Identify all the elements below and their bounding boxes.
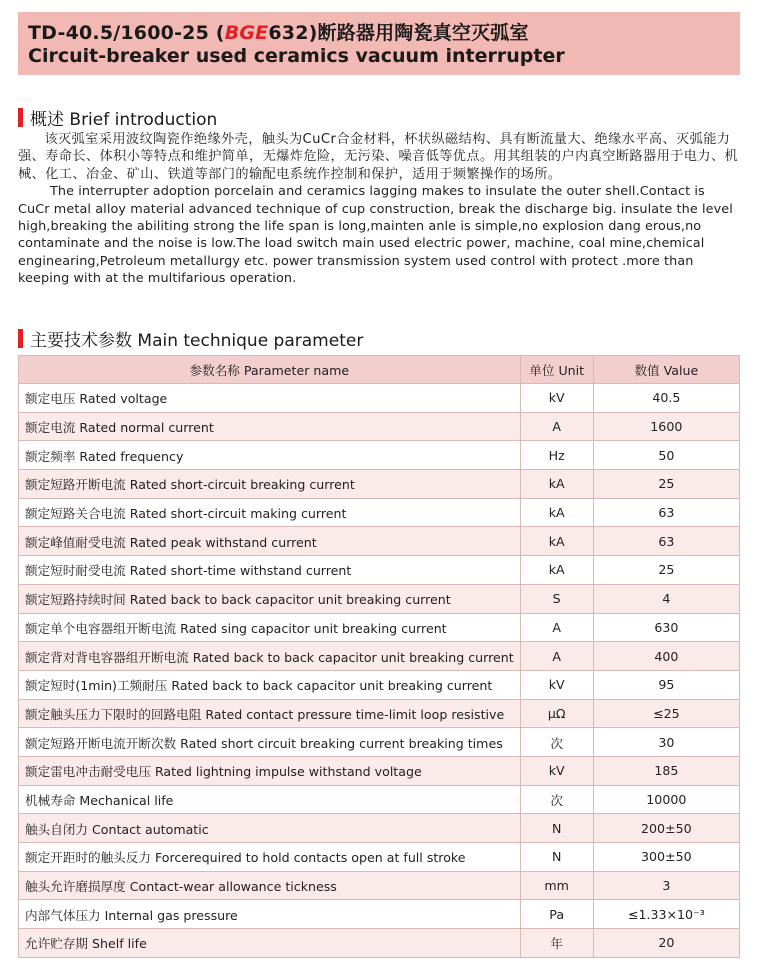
cell-name: 额定峰值耐受电流 Rated peak withstand current (19, 527, 521, 556)
cell-name: 额定单个电容器组开断电流 Rated sing capacitor unit breaking current (19, 613, 521, 642)
cell-unit: kA (520, 498, 593, 527)
table-row (19, 613, 740, 642)
table-row (19, 699, 740, 728)
cell-value: 10000 (593, 785, 739, 814)
cell-value: 63 (593, 527, 739, 556)
cell-value: 63 (593, 498, 739, 527)
cell-name: 允许贮存期 Shelf life (19, 929, 521, 958)
title-suffix: 632)断路器用陶瓷真空灭弧室 (268, 22, 529, 44)
table-header-row (19, 356, 740, 384)
table-row (19, 900, 740, 929)
cell-value: 4 (593, 584, 739, 613)
cell-unit: kA (520, 527, 593, 556)
cell-value: ≤1.33×10⁻³ (593, 900, 739, 929)
cell-name: 额定短路持续时间 Rated back to back capacitor unit breaking current (19, 584, 521, 613)
cell-name: 触头允许磨损厚度 Contact-wear allowance tickness (19, 871, 521, 900)
section-marker (18, 108, 23, 127)
cell-value: 3 (593, 871, 739, 900)
cell-name: 额定电流 Rated normal current (19, 412, 521, 441)
table-row (19, 670, 740, 699)
cell-unit: 年 (520, 929, 593, 958)
cell-name: 额定雷电冲击耐受电压 Rated lightning impulse withstand voltage (19, 756, 521, 785)
intro-cn-paragraph: 该灭弧室采用波纹陶瓷作绝缘外壳，触头为CuCr合金材料，杯状纵磁结构、具有断流量大、绝缘水平高、灭弧能力强、寿命长、体积小等特点和维护简单，无爆炸危险，无污染、噪音低等优点。用其组装的户内真空断路器用于电力、机械、化工、冶金、矿山、铁道等部门的输配电系统作控制和保护，适用于频繁操作的场所。 (18, 132, 739, 182)
cell-unit: μΩ (520, 699, 593, 728)
cell-name: 额定背对背电容器组开断电流 Rated back to back capacitor unit breaking current (19, 642, 521, 671)
intro-heading-text: 概述 Brief introduction (30, 110, 218, 130)
table-body (19, 384, 740, 958)
cell-name: 内部气体压力 Internal gas pressure (19, 900, 521, 929)
table-row (19, 871, 740, 900)
cell-value: 300±50 (593, 843, 739, 872)
cell-value: 25 (593, 556, 739, 585)
cell-name: 额定触头压力下限时的回路电阻 Rated contact pressure time-limit loop resistive (19, 699, 521, 728)
cell-unit: S (520, 584, 593, 613)
cell-name: 触头自闭力 Contact automatic (19, 814, 521, 843)
cell-value: 20 (593, 929, 739, 958)
cell-unit: A (520, 642, 593, 671)
table-row (19, 843, 740, 872)
cell-unit: kA (520, 556, 593, 585)
col-header-name: 参数名称 Parameter name (19, 356, 521, 384)
cell-unit: Pa (520, 900, 593, 929)
cell-value: 50 (593, 441, 739, 470)
title-banner (18, 12, 740, 75)
cell-value: 200±50 (593, 814, 739, 843)
cell-unit: 次 (520, 728, 593, 757)
table-row (19, 929, 740, 958)
table-row (19, 412, 740, 441)
cell-unit: mm (520, 871, 593, 900)
cell-name: 额定短路关合电流 Rated short-circuit making current (19, 498, 521, 527)
table-row (19, 498, 740, 527)
cell-unit: kA (520, 470, 593, 499)
table-row (19, 470, 740, 499)
cell-value: 400 (593, 642, 739, 671)
cell-unit: 次 (520, 785, 593, 814)
cell-name: 额定开距时的触头反力 Forcerequired to hold contacts open at full stroke (19, 843, 521, 872)
params-heading (18, 326, 363, 351)
parameter-table (18, 355, 740, 958)
cell-unit: kV (520, 756, 593, 785)
cell-name: 额定短路开断电流开断次数 Rated short circuit breaking current breaking times (19, 728, 521, 757)
cell-value: 30 (593, 728, 739, 757)
intro-en-paragraph: The interrupter adoption porcelain and ceramics lagging makes to insulate the outer shell.Contact is CuCr metal alloy material advanced technique of cup construction, break the discharge big. insulate the level high,breaking the abiliting strong the life span is long,mainten anle is simple,no explosion dang erous,no contaminate and the noise is low.The load switch main used electric power, machine, coal mine,chemical enginearing,Petroleum metallurgy etc. power transmission system used control with protect .more than keeping with at the multifarious operation. (18, 184, 733, 287)
cell-unit: Hz (520, 441, 593, 470)
page-title-cn (28, 18, 529, 45)
table-row (19, 642, 740, 671)
brand-logo: BGE (224, 22, 269, 44)
table-row (19, 814, 740, 843)
cell-value: 1600 (593, 412, 739, 441)
table-row (19, 756, 740, 785)
cell-value: 185 (593, 756, 739, 785)
table-row (19, 785, 740, 814)
section-marker (18, 329, 23, 348)
cell-value: 95 (593, 670, 739, 699)
col-header-value: 数值 Value (593, 356, 739, 384)
table-row (19, 556, 740, 585)
page-title-en: Circuit-breaker used ceramics vacuum interrupter (28, 45, 565, 67)
cell-value: ≤25 (593, 699, 739, 728)
cell-name: 额定频率 Rated frequency (19, 441, 521, 470)
table-row (19, 584, 740, 613)
table-row (19, 441, 740, 470)
cell-unit: kV (520, 670, 593, 699)
cell-unit: N (520, 814, 593, 843)
col-header-unit: 单位 Unit (520, 356, 593, 384)
cell-unit: N (520, 843, 593, 872)
cell-unit: A (520, 613, 593, 642)
cell-name: 额定短路开断电流 Rated short-circuit breaking current (19, 470, 521, 499)
intro-body (18, 131, 740, 288)
title-prefix: TD-40.5/1600-25 ( (28, 22, 225, 44)
cell-value: 25 (593, 470, 739, 499)
cell-name: 机械寿命 Mechanical life (19, 785, 521, 814)
cell-unit: A (520, 412, 593, 441)
params-heading-text: 主要技术参数 Main technique parameter (30, 331, 364, 351)
cell-name: 额定短时(1min)工频耐压 Rated back to back capacitor unit breaking current (19, 670, 521, 699)
table-row (19, 527, 740, 556)
cell-value: 40.5 (593, 384, 739, 413)
table-row (19, 728, 740, 757)
intro-heading (18, 105, 217, 130)
table-row (19, 384, 740, 413)
cell-unit: kV (520, 384, 593, 413)
cell-value: 630 (593, 613, 739, 642)
cell-name: 额定电压 Rated voltage (19, 384, 521, 413)
cell-name: 额定短时耐受电流 Rated short-time withstand current (19, 556, 521, 585)
